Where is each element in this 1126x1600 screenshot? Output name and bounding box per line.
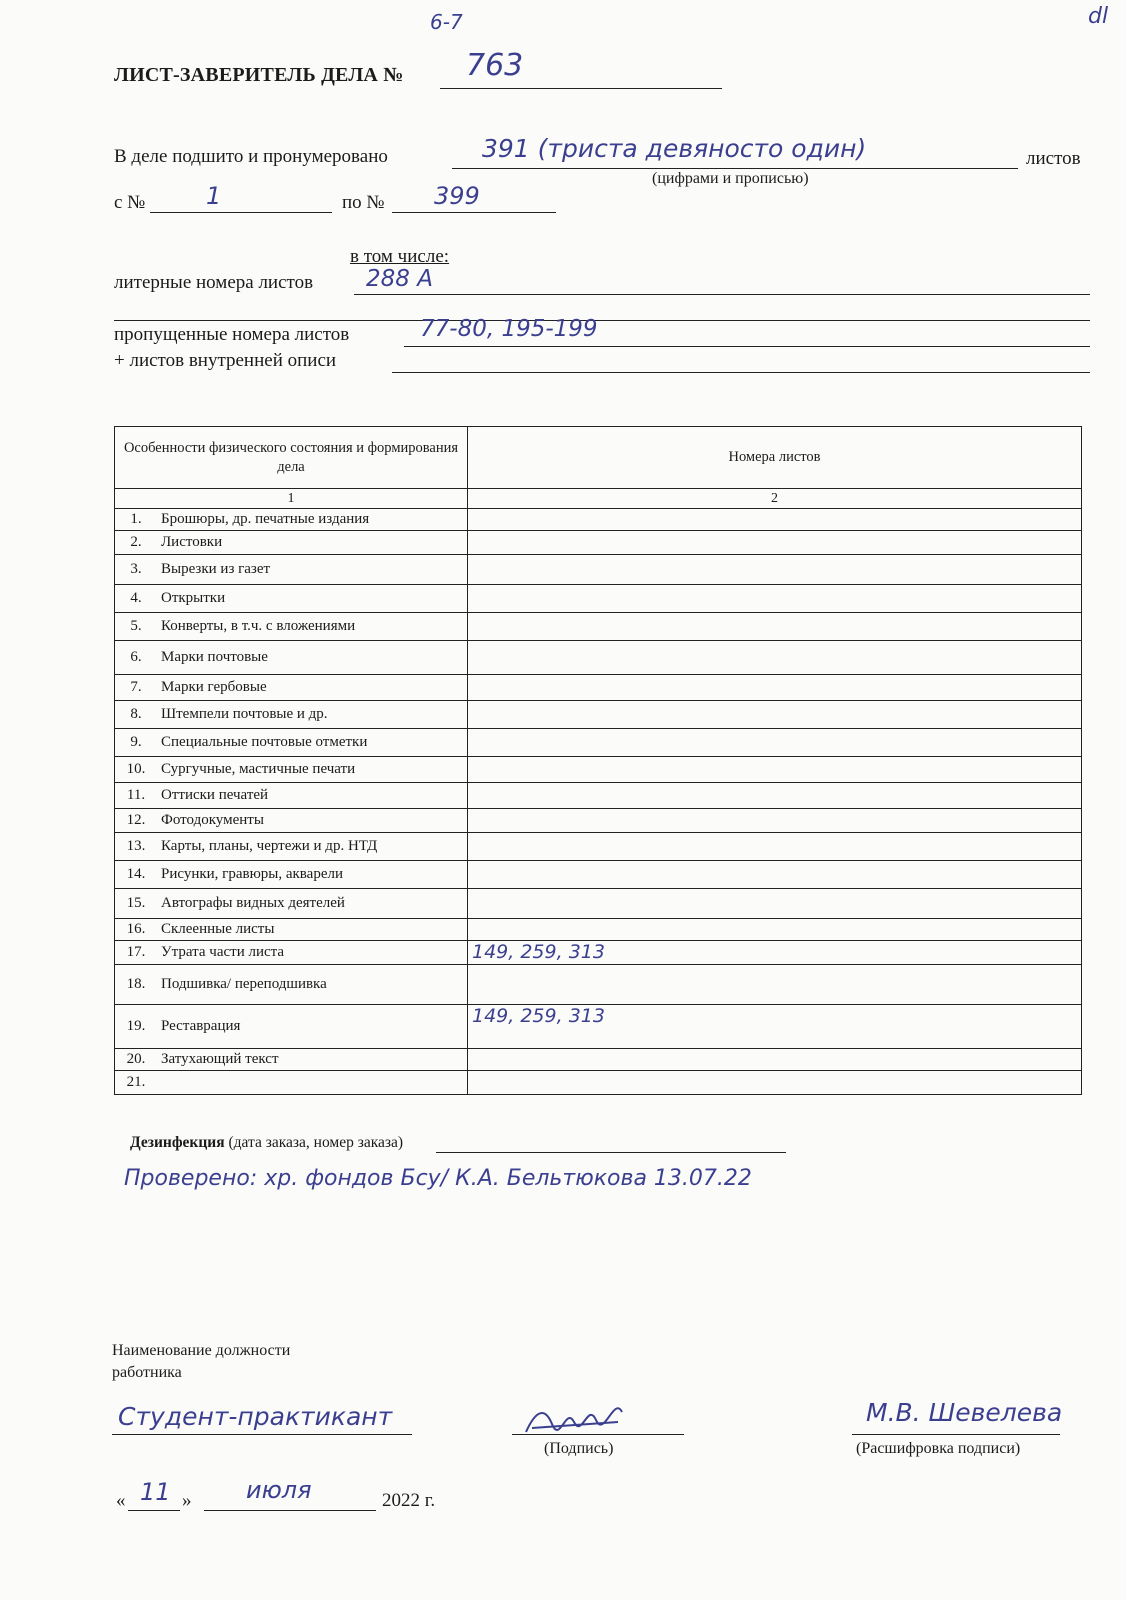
table-row: [115, 555, 1082, 585]
row-feature-cell: [115, 509, 468, 531]
table-row: [115, 531, 1082, 555]
table-row: [115, 1071, 1082, 1095]
table-header-row: [115, 427, 1082, 489]
position-label-1: Наименование должности: [112, 1342, 291, 1359]
document-title: ЛИСТ-ЗАВЕРИТЕЛЬ ДЕЛА №: [114, 64, 404, 86]
row-number: 4.: [130, 590, 142, 606]
row-number: 9.: [130, 734, 142, 750]
row-sheets-cell: [468, 585, 1082, 613]
table-row: [115, 675, 1082, 701]
row-label: Брошюры, др. печатные издания: [161, 511, 370, 527]
row-label: Открытки: [161, 590, 226, 606]
position-line: [112, 1434, 412, 1435]
row-number: 19.: [126, 1018, 146, 1034]
row-label: Затухающий текст: [161, 1051, 279, 1067]
table-row: [115, 1005, 1082, 1049]
decode-line: [852, 1434, 1060, 1435]
filed-suffix: листов: [1026, 148, 1081, 169]
disinfection-label-bold: Дезинфекция: [130, 1134, 225, 1151]
table-row: [115, 509, 1082, 531]
row-number: 1.: [130, 511, 142, 527]
decode-value: М.В. Шевелева: [866, 1398, 1063, 1427]
row-number: 12.: [126, 812, 146, 828]
row-label: Подшивка/ переподшивка: [161, 976, 327, 992]
col2-header: Номера листов: [468, 427, 1082, 489]
row-feature-cell: [115, 531, 468, 555]
date-month-line: [204, 1510, 376, 1511]
row-sheets-cell: [468, 613, 1082, 641]
row-number: 21.: [126, 1074, 146, 1090]
row-sheets-cell: [468, 809, 1082, 833]
to-label: по №: [342, 192, 385, 213]
row-sheets-cell: [468, 531, 1082, 555]
row-sheets-cell: [468, 1049, 1082, 1071]
table-row: [115, 1049, 1082, 1071]
col1-header: Особенности физического состояния и формирования дела: [115, 427, 468, 489]
table-row: [115, 613, 1082, 641]
row-label: Специальные почтовые отметки: [161, 734, 368, 750]
row-sheets-cell: 149, 259, 313: [468, 941, 1082, 965]
row-number: 8.: [130, 706, 142, 722]
row-label: Марки почтовые: [161, 649, 268, 665]
table-row: [115, 919, 1082, 941]
row-sheets-cell: [468, 555, 1082, 585]
col2-index: 2: [468, 489, 1082, 509]
row-feature-cell: [115, 965, 468, 1005]
row-label: Реставрация: [161, 1018, 241, 1034]
row-feature-cell: [115, 555, 468, 585]
inner-line: [392, 372, 1090, 373]
date-year: 2022 г.: [382, 1490, 436, 1511]
row-number: 5.: [130, 618, 142, 634]
row-feature-cell: [115, 701, 468, 729]
row-feature-cell: [115, 613, 468, 641]
table-row: [115, 965, 1082, 1005]
signature-hint: (Подпись): [544, 1440, 614, 1457]
col1-index: 1: [115, 489, 468, 509]
table-row: [115, 729, 1082, 757]
missing-value: 77-80, 195-199: [420, 316, 598, 342]
filed-value: 391 (триста девяносто один): [482, 134, 867, 163]
row-feature-cell: [115, 809, 468, 833]
row-sheets-cell: [468, 641, 1082, 675]
row-number: 7.: [130, 679, 142, 695]
row-feature-cell: [115, 675, 468, 701]
from-line: [150, 212, 332, 213]
row-label: Утрата части листа: [161, 944, 285, 960]
position-value: Студент-практикант: [118, 1402, 393, 1431]
row-sheets-cell: [468, 919, 1082, 941]
row-number: 13.: [126, 838, 146, 854]
row-number: 17.: [126, 944, 146, 960]
filed-label: В деле подшито и пронумеровано: [114, 146, 388, 167]
table-index-row: [115, 489, 1082, 509]
row-sheets-cell: [468, 729, 1082, 757]
filed-line: [452, 168, 1018, 169]
row-number: 3.: [130, 561, 142, 577]
checked-note: Проверено: хр. фондов Бсу/ К.А. Бельтюкова 13.07.22: [124, 1166, 752, 1191]
disinfection-label-rest: (дата заказа, номер заказа): [228, 1134, 404, 1151]
row-feature-cell: [115, 833, 468, 861]
row-feature-cell: [115, 585, 468, 613]
date-month: июля: [246, 1476, 312, 1504]
row-number: 6.: [130, 649, 142, 665]
row-sheets-cell: [468, 783, 1082, 809]
row-sheets-cell: [468, 1071, 1082, 1095]
from-label: с №: [114, 192, 146, 213]
row-sheets-cell: [468, 701, 1082, 729]
row-label: Конверты, в т.ч. с вложениями: [161, 618, 356, 634]
row-feature-cell: [115, 889, 468, 919]
row-label: Рисунки, гравюры, акварели: [161, 866, 344, 882]
table-row: [115, 783, 1082, 809]
row-feature-cell: [115, 919, 468, 941]
row-sheets-cell: [468, 889, 1082, 919]
letter-value: 288 А: [366, 266, 433, 292]
disinfection-line: [436, 1152, 786, 1153]
filed-hint: (цифрами и прописью): [652, 170, 809, 187]
table-row: [115, 809, 1082, 833]
row-label: Сургучные, мастичные печати: [161, 761, 356, 777]
including-label: в том числе:: [350, 246, 450, 267]
case-number-line: [440, 88, 722, 89]
missing-label: пропущенные номера листов: [114, 324, 350, 345]
letter-label: литерные номера листов: [114, 272, 314, 293]
row-sheets-cell: [468, 965, 1082, 1005]
table-row: [115, 861, 1082, 889]
row-feature-cell: [115, 1005, 468, 1049]
row-feature-cell: [115, 1049, 468, 1071]
to-line: [392, 212, 556, 213]
row-feature-cell: [115, 729, 468, 757]
table-row: [115, 641, 1082, 675]
table-row: [115, 833, 1082, 861]
table-row: [115, 757, 1082, 783]
date-day: 11: [140, 1478, 171, 1506]
row-feature-cell: [115, 641, 468, 675]
row-feature-cell: [115, 861, 468, 889]
position-label-2: работника: [112, 1364, 182, 1381]
row-label: Автографы видных деятелей: [161, 895, 345, 911]
row-number: 16.: [126, 921, 146, 937]
row-feature-cell: [115, 783, 468, 809]
decode-hint: (Расшифровка подписи): [856, 1440, 1021, 1457]
row-number: 11.: [126, 787, 146, 803]
row-label: Штемпели почтовые и др.: [161, 706, 328, 722]
date-open-quote: «: [116, 1490, 126, 1511]
letter-line-2: [114, 320, 1090, 321]
row-feature-cell: [115, 757, 468, 783]
condition-table: [114, 426, 1082, 1095]
row-label: Карты, планы, чертежи и др. НТД: [161, 838, 378, 854]
table-row: [115, 701, 1082, 729]
row-number: 18.: [126, 976, 146, 992]
row-feature-cell: [115, 941, 468, 965]
from-value: 1: [206, 182, 222, 210]
disinfection-label: [130, 1134, 403, 1152]
row-sheets-cell: [468, 675, 1082, 701]
row-sheets-cell: [468, 861, 1082, 889]
table-row: [115, 585, 1082, 613]
row-number: 20.: [126, 1051, 146, 1067]
date-day-line: [128, 1510, 180, 1511]
inner-label: + листов внутренней описи: [114, 350, 337, 371]
row-sheets-cell: [468, 757, 1082, 783]
table-row: [115, 941, 1082, 965]
row-label: Оттиски печатей: [161, 787, 269, 803]
row-label: Фотодокументы: [161, 812, 264, 828]
row-sheets-cell: [468, 833, 1082, 861]
row-number: 10.: [126, 761, 146, 777]
case-number-value: 763: [466, 48, 524, 83]
row-label: Вырезки из газет: [161, 561, 271, 577]
to-value: 399: [434, 182, 480, 210]
row-label: Листовки: [161, 534, 223, 550]
row-sheets-cell: [468, 509, 1082, 531]
corner-note-mid: 6-7: [430, 10, 463, 34]
row-feature-cell: [115, 1071, 468, 1095]
letter-line: [354, 294, 1090, 295]
table-body: [115, 509, 1082, 1095]
missing-line: [404, 346, 1090, 347]
row-number: 15.: [126, 895, 146, 911]
date-close-quote: »: [182, 1490, 192, 1511]
row-label: Склеенные листы: [161, 921, 275, 937]
corner-note-right: dl: [1088, 4, 1109, 29]
row-sheets-cell: 149, 259, 313: [468, 1005, 1082, 1049]
row-number: 2.: [130, 534, 142, 550]
signature-line: [512, 1434, 684, 1435]
row-number: 14.: [126, 866, 146, 882]
table-row: [115, 889, 1082, 919]
row-label: Марки гербовые: [161, 679, 267, 695]
